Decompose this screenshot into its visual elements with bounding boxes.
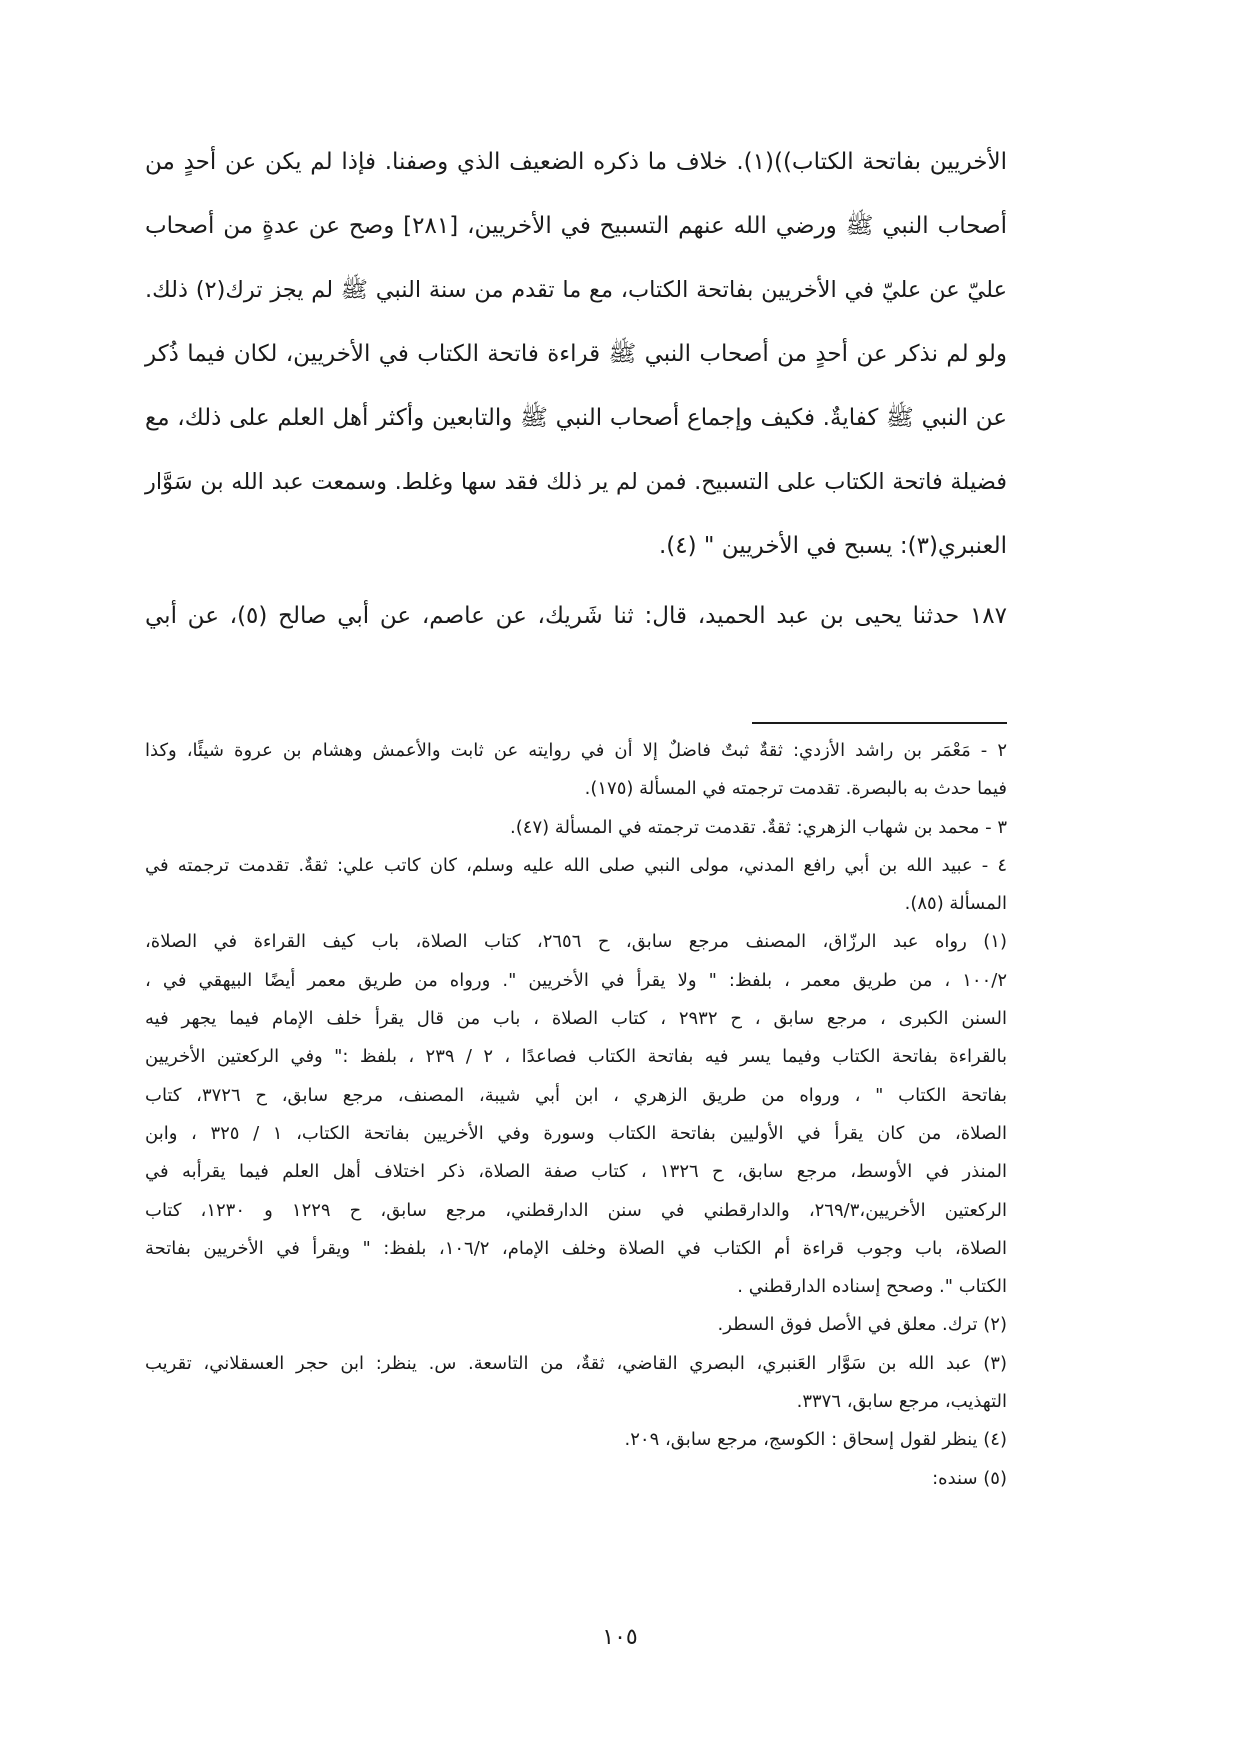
footnote-line: الصلاة، باب وجوب قراءة أم الكتاب في الصلاة وخلف الإمام، ١٠٦/٢، بلفظ: " ويقرأ في الأخريين بفاتحة [145, 1237, 1007, 1259]
footnote-line: المنذر في الأوسط، مرجع سابق، ح ١٣٢٦ ، كتاب صفة الصلاة، ذكر اختلاف أهل العلم فيما يقرأبه في [145, 1161, 1007, 1183]
main-text-line: أصحاب النبي ﷺ ورضي الله عنهم التسبيح في الأخريين، [٢٨١] وصح عن عدةٍ من أصحاب [145, 213, 1007, 239]
footnote-line: الركعتين الأخريين،٢٦٩/٣، والدارقطني في سنن الدارقطني، مرجع سابق، ح ١٢٢٩ و ١٢٣٠، كتاب [145, 1199, 1007, 1221]
footnote-line: بفاتحة الكتاب " ، ورواه من طريق الزهري ، ابن أبي شيبة، المصنف، مرجع سابق، ح ٣٧٢٦، كتاب [145, 1084, 1007, 1106]
footnote-line: فيما حدث به بالبصرة. تقدمت ترجمته في المسألة (١٧٥). [584, 778, 1007, 800]
footnote-line: (٤) ينظر لقول إسحاق : الكوسج، مرجع سابق، ٢٠٩. [624, 1429, 1007, 1451]
main-text-line: الأخريين بفاتحة الكتاب))(١). خلاف ما ذكره الضعيف الذي وصفنا. فإذا لم يكن عن أحدٍ من [145, 149, 1007, 175]
footnote-line: ٢ - مَعْمَر بن راشد الأزدي: ثقةٌ ثبتٌ فاضلٌ إلا أن في روايته عن ثابت والأعمش وهشام بن عروة شيئًا، وكذا [145, 740, 1007, 761]
main-text-line: فضيلة فاتحة الكتاب على التسبيح. فمن لم ير ذلك فقد سها وغلط. وسمعت عبد الله بن سَوَّار [145, 469, 1007, 495]
footnote-line: (٥) سنده: [932, 1467, 1007, 1489]
footnote-line: ١٠٠/٢ ، من طريق معمر ، بلفظ: " ولا يقرأ في الأخريين ". ورواه من طريق معمر أيضًا البيهقي في ، [145, 969, 1007, 991]
page-number: ١٠٥ [602, 1625, 638, 1650]
footnote-line: المسألة (٨٥). [904, 893, 1007, 915]
footnote-line: (٢) ترك. معلق في الأصل فوق السطر. [717, 1314, 1007, 1336]
main-text-line: العنبري(٣): يسبح في الأخريين " (٤). [658, 533, 1007, 559]
footnote-line: الصلاة، من كان يقرأ في الأوليين بفاتحة الكتاب وسورة وفي الأخريين بفاتحة الكتاب، ١ / ٣٢٥ ، وابن [145, 1122, 1007, 1144]
footnote-line: ٤ - عبيد الله بن أبي رافع المدني، مولى النبي صلى الله عليه وسلم، كان كاتب علي: ثقةٌ. تقدمت ترجمته في [145, 854, 1007, 876]
footnote-line: التهذيب، مرجع سابق، ٣٣٧٦. [796, 1391, 1007, 1413]
footnotes-block [145, 722, 1007, 1498]
main-text-line: ١٨٧ حدثنا يحيى بن عبد الحميد، قال: ثنا شَريك، عن عاصم، عن أبي صالح (٥)، عن أبي [145, 603, 1007, 629]
footnote-line: بالقراءة بفاتحة الكتاب وفيما يسر فيه بفاتحة الكتاب فصاعدًا ، ٢ / ٢٣٩ ، بلفظ :" وفي الركعتين الأخريين [145, 1046, 1007, 1068]
footnote-line: ٣ - محمد بن شهاب الزهري: ثقةٌ. تقدمت ترجمته في المسألة (٤٧). [510, 816, 1007, 838]
footnote-line: الكتاب ". وصحح إسناده الدارقطني . [737, 1276, 1007, 1298]
main-text-line: عليّ عن عليّ في الأخريين بفاتحة الكتاب، مع ما تقدم من سنة النبي ﷺ لم يجز ترك(٢) ذلك. [145, 277, 1007, 303]
main-text-line: عن النبي ﷺ كفايةٌ. فكيف وإجماع أصحاب النبي ﷺ والتابعين وأكثر أهل العلم على ذلك، مع [145, 405, 1007, 431]
main-text-block [145, 130, 1007, 648]
footnote-line: السنن الكبرى ، مرجع سابق ، ح ٢٩٣٢ ، كتاب الصلاة ، باب من قال يقرأ خلف الإمام فيما يجهر فيه [145, 1008, 1007, 1030]
footnote-line: (٣) عبد الله بن سَوَّار العَنبري، البصري القاضي، ثقةٌ، من التاسعة. س. ينظر: ابن حجر العسقلاني، تقريب [145, 1352, 1007, 1374]
footnote-line: (١) رواه عبد الرزّاق، المصنف مرجع سابق، ح ٢٦٥٦، كتاب الصلاة، باب كيف القراءة في الصلاة، [145, 931, 1007, 953]
main-text-line: ولو لم نذكر عن أحدٍ من أصحاب النبي ﷺ قراءة فاتحة الكتاب في الأخريين، لكان فيما ذُكر [145, 341, 1007, 367]
